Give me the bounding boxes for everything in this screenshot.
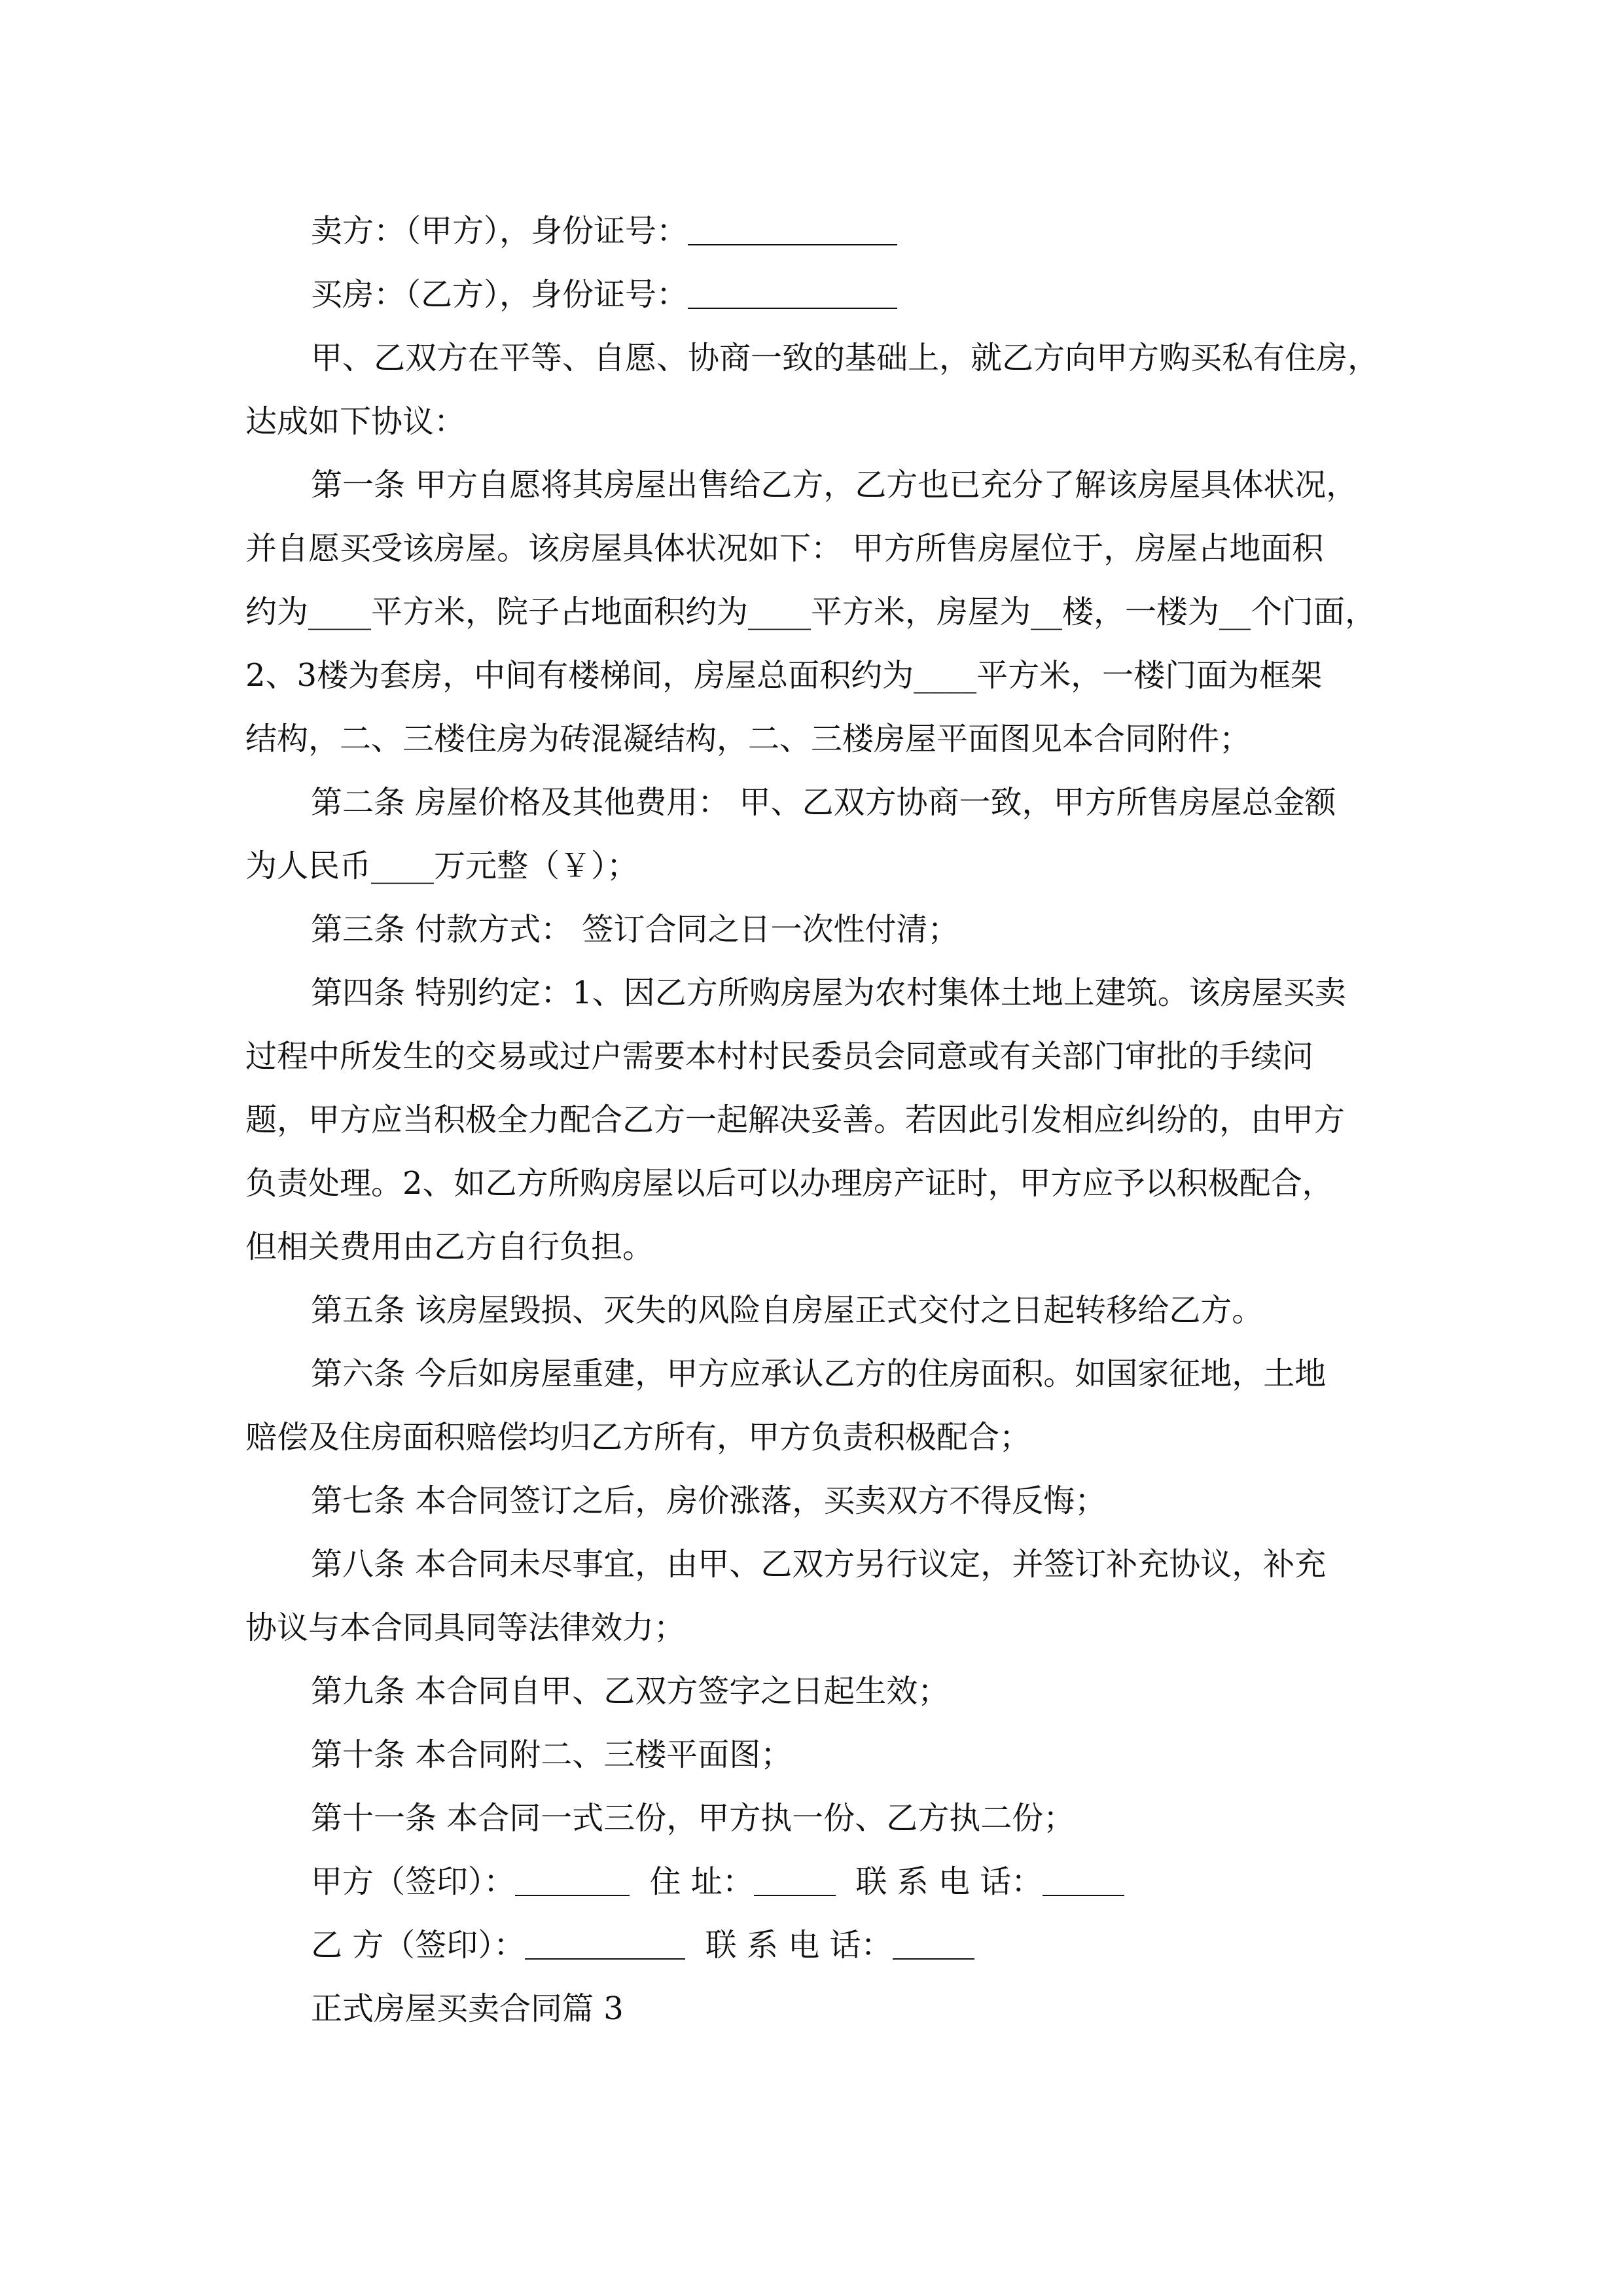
article-9-line-1: 第九条 本合同自甲、乙双方签字之日起生效； [311,1673,950,1710]
party-a-sign-blank [515,1863,630,1896]
article-2-line-1: 第二条 房屋价格及其他费用： 甲、乙双方协商一致，甲方所售房屋总金额 [311,784,1336,821]
article-4-line-3: 题，甲方应当积极全力配合乙方一起解决妥善。若因此引发相应纠纷的，由甲方 [245,1102,1346,1138]
buyer-line [245,263,1387,327]
article-1-line-5: 结构，二、三楼住房为砖混凝结构，二、三楼房屋平面图见本合同附件； [245,721,1251,757]
intro-line-2: 达成如下协议： [245,403,466,440]
party-b-sign-blank [525,1927,685,1960]
party-a-sign-label: 甲方（签印）： [311,1863,516,1900]
article-6-line-2: 赔偿及住房面积赔偿均归乙方所有，甲方负责积极配合； [245,1419,1031,1456]
contract-body [245,200,1387,2041]
seller-label: 卖方：（甲方），身份证号： [311,213,688,249]
article-2-line-2: 为人民币____万元整（￥）； [245,848,639,884]
article-7-line-1: 第七条 本合同签订之后，房价涨落，买卖双方不得反悔； [311,1482,1107,1519]
seller-line [245,200,1387,263]
intro-line-1: 甲、乙双方在平等、自愿、协商一致的基础上，就乙方向甲方购买私有住房， [311,340,1380,376]
party-b-phone-label: 联 系 电 话： [705,1927,893,1964]
article-5-line-1: 第五条 该房屋毁损、灭失的风险自房屋正式交付之日起转移给乙方。 [311,1292,1264,1329]
party-b-sign-label: 乙 方（签印）： [311,1927,526,1964]
article-1-line-2: 并自愿买受该房屋。该房屋具体状况如下： 甲方所售房屋位于，房屋占地面积 [245,530,1324,567]
article-6-line-1: 第六条 今后如房屋重建，甲方应承认乙方的住房面积。如国家征地，土地 [311,1355,1327,1392]
party-b-signature-line [245,1914,1387,1977]
article-4-line-2: 过程中所发生的交易或过户需要本村村民委员会同意或有关部门审批的手续问 [245,1038,1314,1075]
article-1-line-4: 2、3楼为套房，中间有楼梯间，房屋总面积约为____平方米，一楼门面为框架 [245,657,1323,694]
party-a-phone-label: 联 系 电 话： [855,1863,1043,1900]
party-a-signature-line [245,1850,1387,1914]
article-11-line-1: 第十一条 本合同一式三份，甲方执一份、乙方执二份； [311,1800,1075,1837]
article-3-line-1: 第三条 付款方式： 签订合同之日一次性付清； [311,911,959,948]
party-a-address-blank [754,1863,836,1896]
article-8-line-1: 第八条 本合同未尽事宜，由甲、乙双方另行议定，并签订补充协议，补充 [311,1546,1327,1583]
buyer-label: 买房：（乙方），身份证号： [311,276,688,313]
party-a-phone-blank [1043,1863,1124,1896]
party-a-address-label: 住 址： [649,1863,754,1900]
buyer-id-blank [688,276,897,309]
article-10-line-1: 第十条 本合同附二、三楼平面图； [311,1736,793,1773]
seller-id-blank [688,213,897,245]
party-b-phone-blank [893,1927,974,1960]
article-4-line-5: 但相关费用由乙方自行负担。 [245,1229,654,1265]
article-1-line-3: 约为____平方米，院子占地面积约为____平方米，房屋为__楼，一楼为__个门面， [245,594,1377,630]
article-4-line-1: 第四条 特别约定：1、因乙方所购房屋为农村集体土地上建筑。该房屋买卖 [311,975,1346,1011]
article-8-line-2: 协议与本合同具同等法律效力； [245,1609,686,1646]
article-1-line-1: 第一条 甲方自愿将其房屋出售给乙方，乙方也已充分了解该房屋具体状况， [311,467,1358,503]
next-section-title: 正式房屋买卖合同篇 3 [311,1990,624,2027]
article-4-line-4: 负责处理。2、如乙方所购房屋以后可以办理房产证时，甲方应予以积极配合， [245,1165,1334,1202]
